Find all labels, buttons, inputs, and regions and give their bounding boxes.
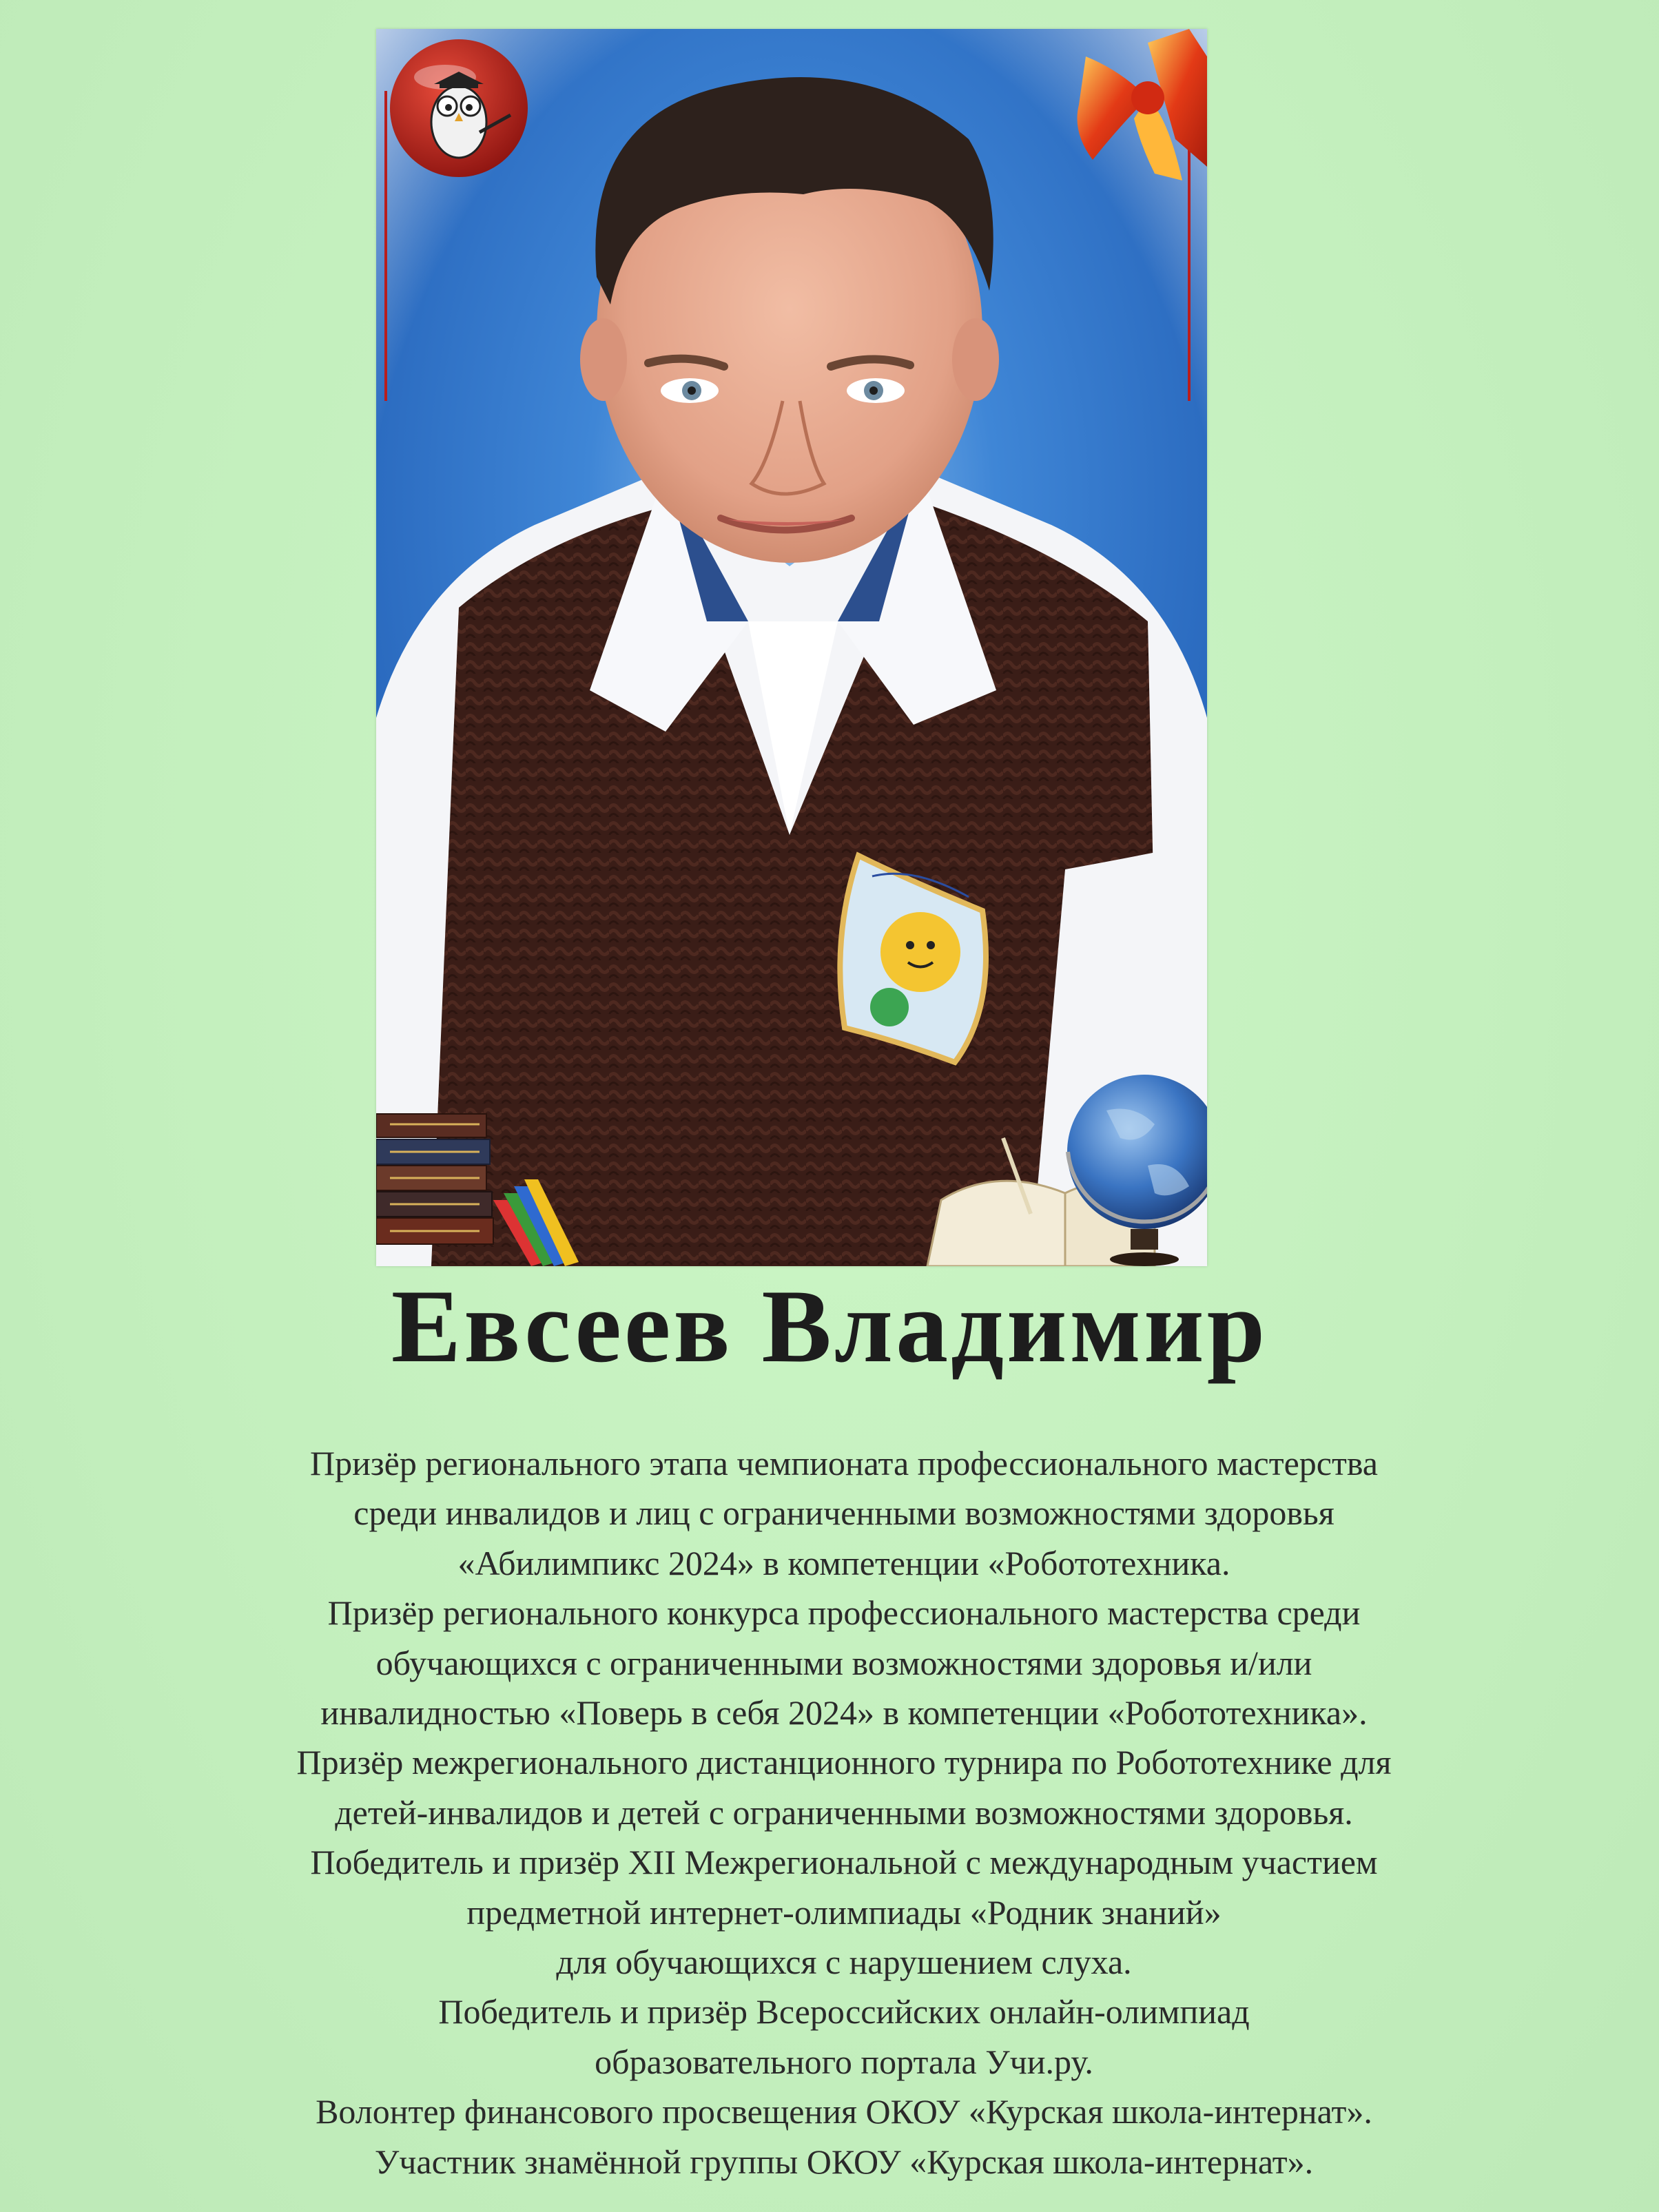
achievement-line: среди инвалидов и лиц с ограниченными возможностями здоровья — [353, 1493, 1335, 1533]
achievement-line: Волонтер финансового просвещения ОКОУ «Курская школа-интернат». — [316, 2092, 1372, 2131]
achievement-line: Призёр регионального этапа чемпионата профессионального мастерства — [310, 1444, 1378, 1482]
books-icon — [376, 1114, 493, 1244]
achievement-line: для обучающихся с нарушением слуха. — [556, 1943, 1132, 1982]
achievement-line: Призёр регионального конкурса профессионального мастерства среди — [327, 1593, 1361, 1633]
achievements-text — [110, 1438, 1578, 2187]
achievement-line: Победитель и призёр Всероссийских онлайн-олимпиад — [438, 1992, 1250, 2032]
achievement-line: предметной интернет-олимпиады «Родник знаний» — [466, 1892, 1222, 1932]
achievement-line: «Абилимпикс 2024» в компетенции «Робототехника. — [457, 1543, 1230, 1582]
achievement-line: детей-инвалидов и детей с ограниченными возможностями здоровья. — [335, 1792, 1353, 1832]
achievement-line: образовательного портала Учи.ру. — [595, 2042, 1093, 2081]
portrait-photo — [376, 29, 1207, 1266]
achievement-line: Участник знамённой группы ОКОУ «Курская школа-интернат». — [374, 2142, 1314, 2181]
achievement-line: обучающихся с ограниченными возможностями здоровья и/или — [375, 1643, 1312, 1682]
achievement-line: Победитель и призёр XII Межрегиональной с международным участием — [310, 1843, 1378, 1882]
owl-emblem-icon — [390, 39, 528, 177]
portrait-illustration — [376, 29, 1207, 1266]
achievement-line: инвалидностью «Поверь в себя 2024» в компетенции «Робототехника». — [320, 1693, 1368, 1733]
person-name: Евсеев Владимир — [391, 1268, 1268, 1384]
achievement-line: Призёр межрегионального дистанционного турнира по Робототехнике для — [296, 1743, 1392, 1782]
